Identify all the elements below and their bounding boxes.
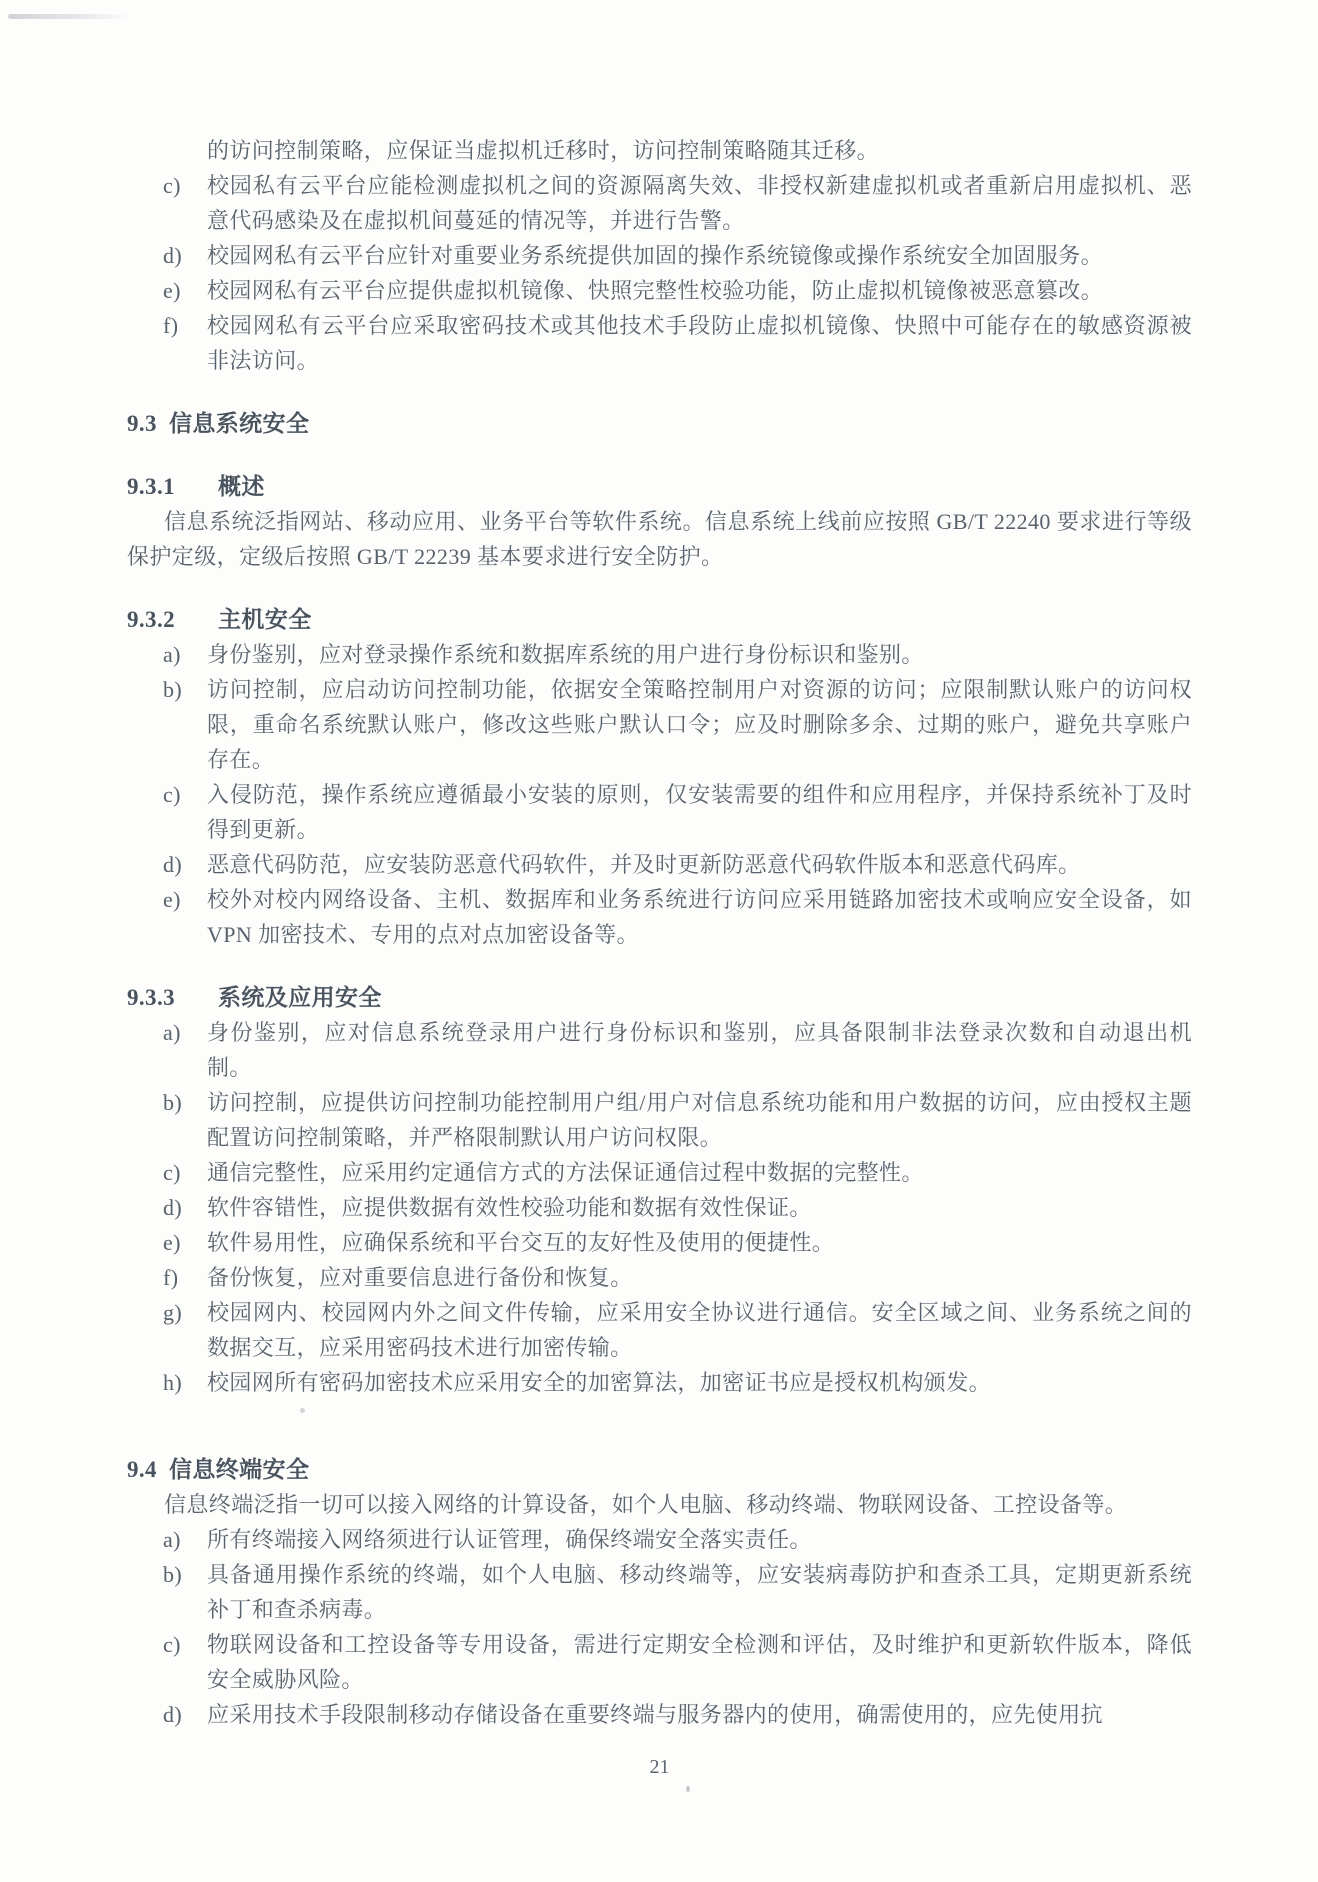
list-item — [127, 1190, 1192, 1225]
subsection-heading-9-3-1 — [127, 469, 1192, 504]
list-item-text: 物联网设备和工控设备等专用设备，需进行定期安全检测和评估，及时维护和更新软件版本，降低安全威胁风险。 — [207, 1632, 1192, 1692]
list-item — [127, 847, 1192, 882]
list-item-label: c) — [163, 1160, 181, 1185]
list-item — [127, 1697, 1192, 1732]
list-item-label: e) — [163, 1230, 181, 1255]
list-item-text: 应采用技术手段限制移动存储设备在重要终端与服务器内的使用，确需使用的，应先使用抗 — [207, 1702, 1104, 1727]
list-item-text: 软件容错性，应提供数据有效性校验功能和数据有效性保证。 — [207, 1195, 812, 1220]
list-item-text: 访问控制，应启动访问控制功能，依据安全策略控制用户对资源的访问；应限制默认账户的访问权限，重命名系统默认账户，修改这些账户默认口令；应及时删除多余、过期的账户，避免共享账户存在。 — [207, 677, 1192, 772]
host-security-list — [127, 637, 1192, 952]
section-title: 信息系统安全 — [168, 411, 310, 436]
list-item-text: 入侵防范，操作系统应遵循最小安装的原则，仅安装需要的组件和应用程序，并保持系统补丁及时得到更新。 — [207, 782, 1192, 842]
list-item — [127, 1557, 1192, 1627]
terminal-security-intro: 信息终端泛指一切可以接入网络的计算设备，如个人电脑、移动终端、物联网设备、工控设备等。 — [164, 1492, 1128, 1517]
list-item-label: b) — [163, 1562, 183, 1587]
list-item-text: 校园私有云平台应能检测虚拟机之间的资源隔离失效、非授权新建虚拟机或者重新启用虚拟机、恶意代码感染及在虚拟机间蔓延的情况等，并进行告警。 — [207, 173, 1192, 233]
section-title: 信息终端安全 — [168, 1457, 310, 1482]
page-number-value: 21 — [649, 1756, 670, 1778]
section-heading-9-3 — [127, 406, 1192, 441]
list-item — [127, 1295, 1192, 1365]
list-item-text: 校园网私有云平台应针对重要业务系统提供加固的操作系统镜像或操作系统安全加固服务。 — [207, 243, 1104, 268]
list-item-text: 校园网内、校园网内外之间文件传输，应采用安全协议进行通信。安全区域之间、业务系统之间的数据交互，应采用密码技术进行加密传输。 — [207, 1300, 1192, 1360]
list-item-text: 备份恢复，应对重要信息进行备份和恢复。 — [207, 1265, 633, 1290]
list-item — [127, 1522, 1192, 1557]
subsection-title: 概述 — [218, 474, 265, 499]
scan-artifact-speck — [686, 1786, 690, 1792]
list-item-text: 软件易用性，应确保系统和平台交互的友好性及使用的便捷性。 — [207, 1230, 835, 1255]
list-item — [127, 1365, 1192, 1400]
list-item-text: 所有终端接入网络须进行认证管理，确保终端安全落实责任。 — [207, 1527, 812, 1552]
list-item-text: 恶意代码防范，应安装防恶意代码软件，并及时更新防恶意代码软件版本和恶意代码库。 — [207, 852, 1081, 877]
list-item — [127, 637, 1192, 672]
list-item — [127, 882, 1192, 952]
list-item-text: 校园网私有云平台应提供虚拟机镜像、快照完整性校验功能，防止虚拟机镜像被恶意篡改。 — [207, 278, 1104, 303]
list-item-label: c) — [163, 1632, 181, 1657]
list-item — [127, 1085, 1192, 1155]
list-item-label: g) — [163, 1300, 183, 1325]
list-item-label: b) — [163, 677, 183, 702]
terminal-security-list — [127, 1522, 1192, 1732]
section-number: 9.3 — [127, 411, 157, 436]
subsection-title: 系统及应用安全 — [218, 985, 382, 1010]
subsection-number: 9.3.1 — [127, 474, 175, 499]
section-number: 9.4 — [127, 1457, 157, 1482]
section-heading-9-4 — [127, 1452, 1192, 1487]
cloud-platform-requirements-list — [127, 168, 1192, 378]
list-item-label: d) — [163, 852, 183, 877]
subsection-title: 主机安全 — [218, 607, 312, 632]
overview-paragraph: 信息系统泛指网站、移动应用、业务平台等软件系统。信息系统上线前应按照 GB/T 22240 要求进行等级保护定级，定级后按照 GB/T 22239 基本要求进行安全防护。 — [127, 509, 1192, 569]
scan-artifact-streak — [8, 14, 130, 19]
list-item — [127, 1225, 1192, 1260]
list-item-label: h) — [163, 1370, 183, 1395]
page-content — [127, 133, 1192, 1779]
list-item-label: d) — [163, 1195, 183, 1220]
list-item-text: 身份鉴别，应对信息系统登录用户进行身份标识和鉴别，应具备限制非法登录次数和自动退出机制。 — [207, 1020, 1192, 1080]
subsection-heading-9-3-2 — [127, 602, 1192, 637]
list-item-text: 通信完整性，应采用约定通信方式的方法保证通信过程中数据的完整性。 — [207, 1160, 924, 1185]
list-item-text: 访问控制，应提供访问控制功能控制用户组/用户对信息系统功能和用户数据的访问，应由授权主题配置访问控制策略，并严格限制默认用户访问权限。 — [207, 1090, 1192, 1150]
list-item — [127, 238, 1192, 273]
list-item — [127, 1627, 1192, 1697]
list-item-label: a) — [163, 642, 181, 667]
list-item-label: d) — [163, 1702, 183, 1727]
subsection-heading-9-3-3 — [127, 980, 1192, 1015]
list-item-text: 校园网私有云平台应采取密码技术或其他技术手段防止虚拟机镜像、快照中可能存在的敏感资源被非法访问。 — [207, 313, 1192, 373]
list-item-label: a) — [163, 1527, 181, 1552]
subsection-number: 9.3.2 — [127, 607, 175, 632]
list-item — [127, 1260, 1192, 1295]
paragraph-continuation: 的访问控制策略，应保证当虚拟机迁移时，访问控制策略随其迁移。 — [207, 138, 880, 163]
list-item-text: 校园网所有密码加密技术应采用安全的加密算法，加密证书应是授权机构颁发。 — [207, 1370, 992, 1395]
list-item — [127, 168, 1192, 238]
list-item — [127, 1155, 1192, 1190]
list-item-label: e) — [163, 278, 181, 303]
list-item — [127, 1015, 1192, 1085]
list-item-label: a) — [163, 1020, 181, 1045]
list-item — [127, 308, 1192, 378]
list-item-text: 身份鉴别，应对登录操作系统和数据库系统的用户进行身份标识和鉴别。 — [207, 642, 924, 667]
list-item-label: e) — [163, 887, 181, 912]
list-item-label: d) — [163, 243, 183, 268]
list-item-label: c) — [163, 782, 181, 807]
list-item — [127, 777, 1192, 847]
list-item-label: b) — [163, 1090, 183, 1115]
page-number — [127, 1756, 1192, 1779]
list-item-label: f) — [163, 313, 179, 338]
list-item — [127, 273, 1192, 308]
list-item-text: 校外对校内网络设备、主机、数据库和业务系统进行访问应采用链路加密技术或响应安全设备，如 VPN 加密技术、专用的点对点加密设备等。 — [207, 887, 1192, 947]
list-item — [127, 672, 1192, 777]
subsection-number: 9.3.3 — [127, 985, 175, 1010]
list-item-label: c) — [163, 173, 181, 198]
list-item-text: 具备通用操作系统的终端，如个人电脑、移动终端等，应安装病毒防护和查杀工具，定期更新系统补丁和查杀病毒。 — [207, 1562, 1192, 1622]
system-application-security-list — [127, 1015, 1192, 1400]
list-item-label: f) — [163, 1265, 179, 1290]
